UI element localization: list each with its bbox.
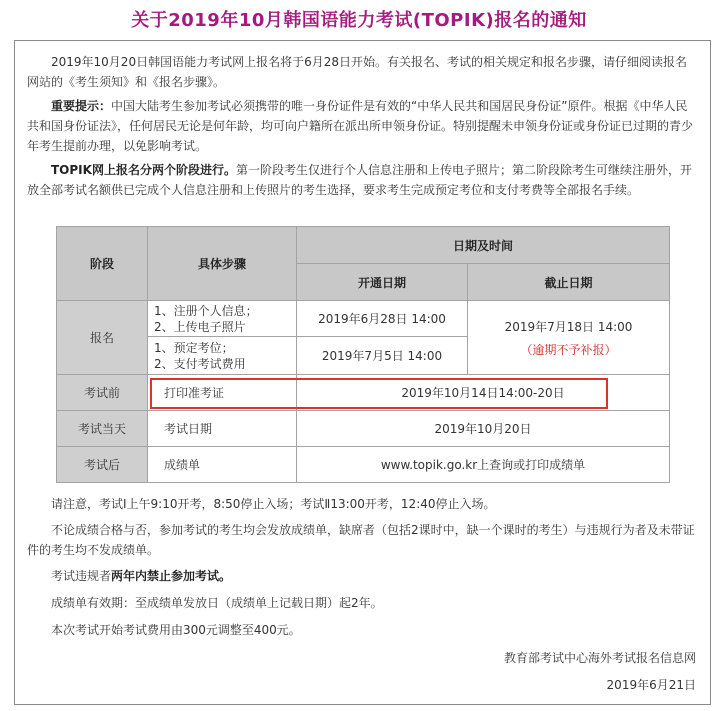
after-exam-info: www.topik.go.kr上查询或打印成绩单 (297, 447, 670, 483)
exam-times-note: 请注意，考试Ⅰ上午9:10开考，8:50停止入场；考试Ⅱ13:00开考，12:40停止入场。 (51, 497, 496, 511)
register-close-note: （逾期不予补报） (520, 342, 617, 357)
header-datetime: 日期及时间 (297, 227, 670, 264)
violation-prefix: 考试违规者 (51, 569, 112, 583)
violation-note (27, 566, 697, 586)
register-steps-2 (148, 337, 297, 375)
register-step-1b: 2、上传电子照片 (154, 319, 246, 334)
validity-note: 成绩单有效期：至成绩单发放日（成绩单上记载日期）起2年。 (51, 596, 383, 610)
important-notice-label: 重要提示： (51, 99, 112, 113)
register-open-2: 2019年7月5日 14:00 (297, 337, 468, 375)
header-steps: 具体步骤 (148, 227, 297, 301)
register-close-date: 2019年7月18日 14:00 (504, 319, 633, 334)
register-step-2b: 2、支付考试费用 (154, 356, 246, 371)
page-title: 关于2019年10月韩国语能力考试(TOPIK)报名的通知 (131, 10, 587, 31)
score-report-note: 不论成绩合格与否，参加考试的考生均会发放成绩单，缺席者（包括2课时中，缺一个课时的考生）与违规行为者及未带证件的考生均不发成绩单。 (27, 523, 695, 557)
register-close (468, 301, 670, 375)
signature-date: 2019年6月21日 (606, 678, 696, 692)
before-exam-date: 2019年10月14日14:00-20日 (297, 375, 670, 411)
important-notice-paragraph (27, 96, 697, 156)
signature: 教育部考试中心海外考试报名信息网 (503, 651, 696, 665)
header-open-date: 开通日期 (297, 264, 468, 301)
register-step-1a: 1、注册个人信息； (154, 303, 258, 318)
schedule-table (56, 226, 670, 483)
stage-register: 报名 (57, 301, 148, 375)
phases-text: 第一阶段考生仅进行个人信息注册和上传电子照片；第二阶段除考生可继续注册外，开放全部考试名额供已完成个人信息注册和上传照片的考生选择，要求考生完成预定考位和支付考费等全部报名手续。 (27, 163, 692, 197)
exam-day-date: 2019年10月20日 (297, 411, 670, 447)
phases-paragraph (27, 160, 697, 200)
fee-note: 本次考试开始考试费用由300元调整至400元。 (51, 623, 301, 637)
stage-before-exam: 考试前 (57, 375, 148, 411)
header-close-date: 截止日期 (468, 264, 670, 301)
before-exam-step: 打印准考证 (148, 375, 297, 411)
important-notice-text: 中国大陆考生参加考试必须携带的唯一身份证件是有效的“中华人民共和国居民身份证”原件。根据《中华人民共和国身份证法》，任何居民无论是何年龄，均可向户籍所在派出所申领身份证。特别提醒未申领身份证或身份证已过期的青少年考生提前办理，以免影响考试。 (27, 99, 694, 153)
violation-emphasis: 两年内禁止参加考试。 (111, 569, 232, 583)
phases-label: TOPIK网上报名分两个阶段进行。 (51, 163, 236, 177)
header-stage: 阶段 (57, 227, 148, 301)
stage-exam-day: 考试当天 (57, 411, 148, 447)
intro-paragraph: 2019年10月20日韩国语能力考试网上报名将于6月28日开始。有关报名、考试的相关规定和报名步骤，请仔细阅读报名网站的《考生须知》和《报名步骤》。 (27, 55, 687, 89)
register-open-1: 2019年6月28日 14:00 (297, 301, 468, 337)
register-steps-1 (148, 301, 297, 337)
stage-after-exam: 考试后 (57, 447, 148, 483)
after-exam-step: 成绩单 (148, 447, 297, 483)
register-step-2a: 1、预定考位； (154, 340, 234, 355)
exam-day-step: 考试日期 (148, 411, 297, 447)
